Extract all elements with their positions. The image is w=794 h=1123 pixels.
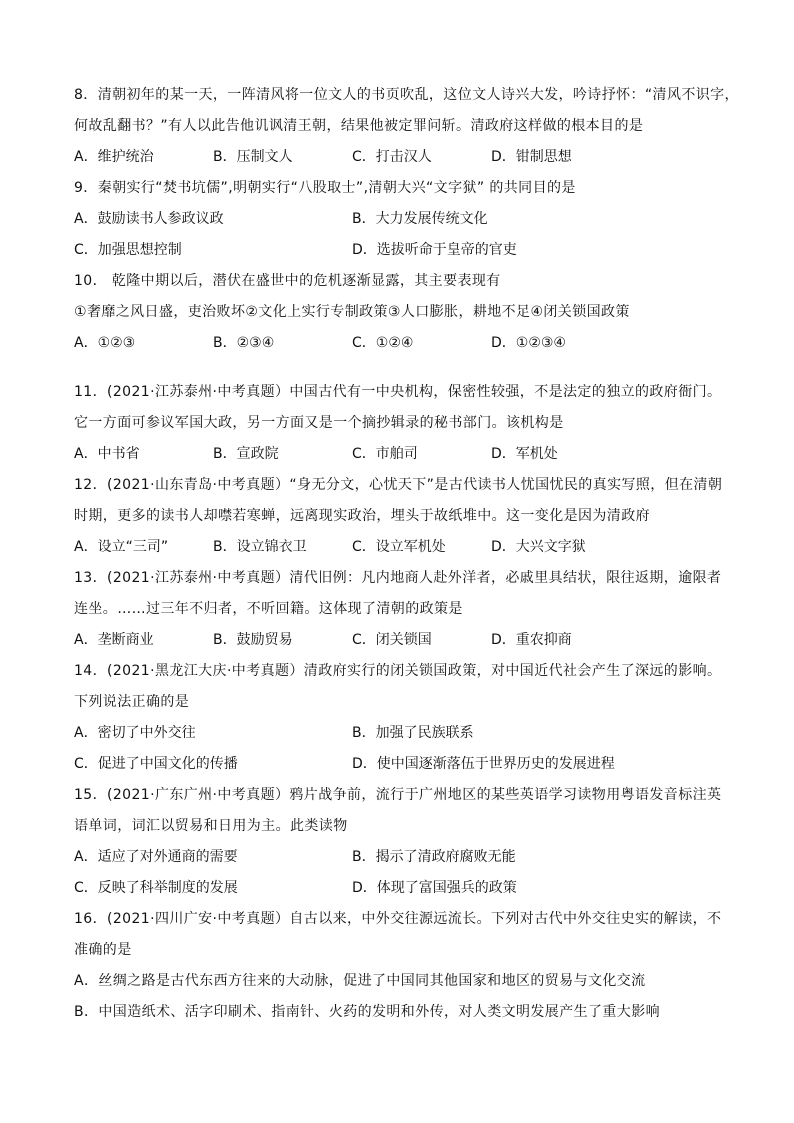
option-c: C．①②④: [352, 335, 414, 351]
option-a: A．①②③: [74, 335, 136, 351]
question-stem: 13．(2021·江苏泰州·中考真题）清代旧例：凡内地商人赴外洋者，必戚里具结状，限往返期，逾限者: [74, 570, 722, 586]
option-a: A．中书省: [74, 446, 140, 462]
question-stem: 连坐。……过三年不归者，不听回籍。这体现了清朝的政策是: [74, 601, 463, 617]
option-d: D．选拔听命于皇帝的官吏: [352, 242, 517, 258]
question-13: [74, 563, 724, 656]
options-row: [74, 439, 724, 470]
option-c: C．打击汉人: [352, 149, 432, 165]
question-12: [74, 470, 724, 563]
option-b: B．宣政院: [213, 446, 279, 462]
question-stem: 16．(2021·四川广安·中考真题）自古以来，中外交往源远流长。下列对古代中外交往史实的解读，不: [74, 911, 722, 927]
options-row: [74, 718, 724, 749]
question-14: [74, 656, 724, 780]
option-c: C．促进了中国文化的传播: [74, 756, 238, 772]
question-stem: 准确的是: [74, 942, 132, 958]
question-stem: ①奢靡之风日盛，吏治败坏②文化上实行专制政策③人口膨胀，耕地不足④闭关锁国政策: [74, 304, 630, 320]
question-9: [74, 173, 724, 266]
document-page: [74, 80, 739, 1028]
option-c: C．闭关锁国: [352, 632, 432, 648]
options-row: [74, 625, 724, 656]
option-a: A．丝绸之路是古代东西方往来的大动脉，促进了中国同其他国家和地区的贸易与文化交流: [74, 973, 646, 989]
option-d: D．使中国逐渐落伍于世界历史的发展进程: [352, 756, 615, 772]
option-a: A．鼓励读书人参政议政: [74, 211, 224, 227]
option-d: D．重农抑商: [491, 632, 572, 648]
option-c: C．市舶司: [352, 446, 418, 462]
option-d: D．大兴文字狱: [491, 539, 586, 555]
options-row: [74, 873, 724, 904]
option-c: C．反映了科举制度的发展: [74, 880, 238, 896]
question-stem: 10． 乾隆中期以后，潜伏在盛世中的危机逐渐显露，其主要表现有: [74, 273, 501, 289]
question-stem: 它一方面可参议军国大政，另一方面又是一个摘抄辑录的秘书部门。该机构是: [74, 415, 564, 431]
section-gap: [74, 359, 724, 377]
option-a: A．维护统治: [74, 149, 154, 165]
option-b: B．压制文人: [213, 149, 293, 165]
option-b: B．鼓励贸易: [213, 632, 293, 648]
option-d: D．军机处: [491, 446, 558, 462]
option-a: A．设立“三司”: [74, 539, 169, 555]
option-d: D．钳制思想: [491, 149, 572, 165]
options-row: [74, 532, 724, 563]
options-row: [74, 328, 724, 359]
option-b: B．大力发展传统文化: [352, 211, 488, 227]
option-a: A．垄断商业: [74, 632, 154, 648]
option-a: A．密切了中外交往: [74, 725, 196, 741]
options-row: [74, 142, 724, 173]
question-10: [74, 266, 724, 359]
question-stem: 15．(2021·广东广州·中考真题）鸦片战争前，流行于广州地区的某些英语学习读物用粤语发音标注英: [74, 787, 722, 803]
option-d: D．体现了富国强兵的政策: [352, 880, 517, 896]
option-c: C．加强思想控制: [74, 242, 182, 258]
question-15: [74, 780, 724, 904]
options-row: [74, 204, 724, 235]
question-stem: 下列说法正确的是: [74, 694, 190, 710]
option-b: B．设立锦衣卫: [213, 539, 307, 555]
question-stem: 时期，更多的读书人却噤若寒蝉，远离现实政治，埋头于故纸堆中。这一变化是因为清政府: [74, 508, 650, 524]
question-16: [74, 904, 724, 1028]
question-stem: 11．(2021·江苏泰州·中考真题）中国古代有一中央机构，保密性较强，不是法定的独立的政府衙门。: [74, 384, 722, 400]
options-row: [74, 235, 724, 266]
option-b: B．②③④: [213, 335, 275, 351]
options-row: [74, 749, 724, 780]
question-stem: 8．清朝初年的某一天，一阵清风将一位文人的书页吹乱，这位文人诗兴大发，吟诗抒怀：“清风不识字，: [74, 87, 739, 103]
option-c: C．设立军机处: [352, 539, 446, 555]
question-stem: 14．(2021·黑龙江大庆·中考真题）清政府实行的闭关锁国政策，对中国近代社会产生了深远的影响。: [74, 663, 722, 679]
option-b: B．中国造纸术、活字印刷术、指南针、火药的发明和外传，对人类文明发展产生了重大影响: [74, 1004, 661, 1020]
option-b: B．加强了民族联系: [352, 725, 474, 741]
question-stem: 9．秦朝实行“焚书坑儒”,明朝实行“八股取士”,清朝大兴“文字狱” 的共同目的是: [74, 180, 576, 196]
options-row: [74, 842, 724, 873]
question-stem: 12．(2021·山东青岛·中考真题）“身无分文，心忧天下”是古代读书人忧国忧民的真实写照，但在清朝: [74, 477, 723, 493]
option-d: D．①②③④: [491, 335, 566, 351]
question-8: [74, 80, 739, 173]
option-a: A．适应了对外通商的需要: [74, 849, 238, 865]
question-stem: 语单词，词汇以贸易和日用为主。此类读物: [74, 818, 348, 834]
question-stem: 何故乱翻书？”有人以此告他讥讽清王朝，结果他被定罪问斩。清政府这样做的根本目的是: [74, 118, 644, 134]
question-11: [74, 377, 724, 470]
option-b: B．揭示了清政府腐败无能: [352, 849, 516, 865]
